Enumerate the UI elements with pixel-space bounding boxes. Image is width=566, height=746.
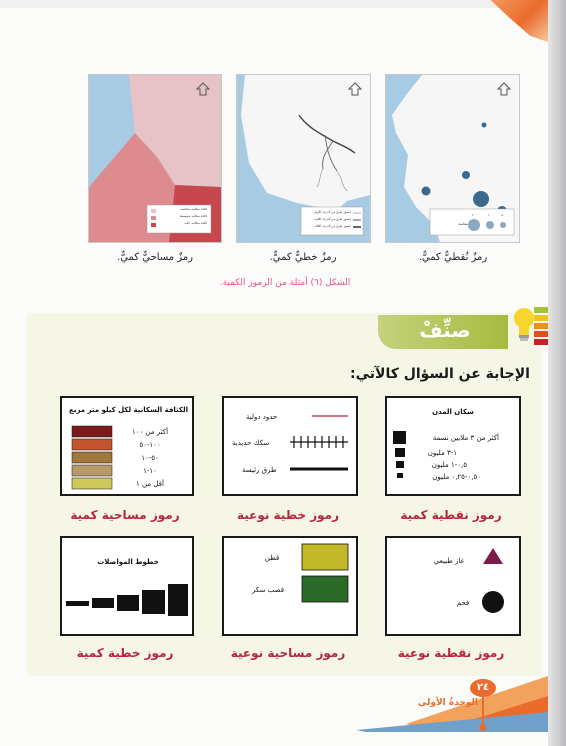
coal-circle-icon <box>482 591 504 613</box>
map-caption: رمزٌ خطيٌّ كميٌّ. <box>269 252 337 263</box>
density-swatch <box>72 478 112 489</box>
city-size-label: ٠,٥٠-٠,٢٥ مليون <box>432 473 481 481</box>
card-cities <box>385 396 521 496</box>
map-legend-item: كثافة سكانية متوسطة <box>179 214 207 218</box>
density-swatch <box>72 452 112 463</box>
lightbulb-icon <box>512 305 536 345</box>
density-label: ١٠٠-٥٠ <box>139 441 161 449</box>
question-title: الإجابة عن السؤال كالآتي: <box>350 366 530 382</box>
density-label: أكثر من ١٠٠ <box>131 428 169 436</box>
page-number: ٢٤ <box>470 679 496 697</box>
footer-pin <box>482 697 484 727</box>
line-type-label: حدود دولية <box>246 413 278 421</box>
card-density-label: رموز مساحية كمية <box>70 508 180 522</box>
activity-badge-label: صنِّفْ <box>419 318 471 342</box>
map-legend-item: ١٠٠ <box>487 213 493 217</box>
card-density <box>60 396 194 496</box>
crop-label: قصب سكر <box>251 586 285 594</box>
map-legend-item: كثافة سكانية عالية <box>184 221 207 225</box>
city-size-label: ٠,٥-١ مليون <box>431 461 467 469</box>
map-point-quantitative <box>385 74 520 243</box>
card-transport-label: رموز خطية كمية <box>76 646 174 660</box>
resource-label: غاز طبيعي <box>433 557 465 565</box>
unit-title: الوحدةُ الأولى <box>417 698 478 708</box>
card-lines <box>222 396 358 496</box>
card-resources-label: رموز نقطية نوعية <box>397 646 505 660</box>
map-area-quantitative <box>88 74 222 243</box>
card-crops-label: رموز مساحية نوعية <box>230 646 346 660</box>
line-type-label: سكك حديدية <box>232 439 270 447</box>
card-lines-label: رموز خطية نوعية <box>236 508 340 522</box>
figure-caption: الشكل (٦) أمثلة من الرموز الكمية. <box>219 278 351 288</box>
card-transport <box>60 536 194 636</box>
map-legend-item: ٢٠٠ <box>471 213 477 217</box>
crop-swatch <box>302 576 348 602</box>
top-bar <box>0 0 548 8</box>
crop-swatch <box>302 544 348 570</box>
card-cities-label: رموز نقطية كمية <box>400 508 502 522</box>
line-type-label: طرق رئيسة <box>242 466 277 474</box>
resource-label: فحم <box>456 599 470 607</box>
map-caption: رمزٌ مساحيٌّ كميٌّ. <box>117 252 193 263</box>
city-size-label: أكثر من ٣ ملايين نسمة <box>432 434 499 442</box>
card-title: خطوط المواصلات <box>97 558 159 566</box>
card-resources <box>385 536 521 636</box>
density-label: ١٠-١ <box>143 467 157 475</box>
map-line-quantitative <box>236 74 371 243</box>
density-swatch <box>72 426 112 437</box>
footer-pin-dot <box>479 724 486 731</box>
map-legend-item: ٥٠ <box>501 213 505 217</box>
card-title: سكان المدن <box>432 408 474 416</box>
card-crops <box>222 536 358 636</box>
map-legend-item: جسور طرق من الدرجة الأولى <box>313 210 351 214</box>
map-legend-item: جسور طرق من الدرجة الثانية <box>314 217 351 221</box>
map-legend-item: جسور طرق من الدرجة الثالثة <box>314 224 351 228</box>
density-label: ٥٠-١٠ <box>141 454 159 462</box>
card-title: الكثافة السكانية لكل كيلو متر مربع <box>69 406 188 414</box>
map-legend-item: كثافة سكانية منخفضة <box>180 207 207 211</box>
page-edge <box>548 0 566 746</box>
density-swatch <box>72 439 112 450</box>
map-caption: رمزٌ نُقطيٌّ كميٌّ. <box>418 252 488 263</box>
city-size-label: ١-٣ مليون <box>427 449 457 457</box>
map-legend-item: مقاسة <box>458 222 468 226</box>
crop-label: قطن <box>264 554 280 562</box>
density-swatch <box>72 465 112 476</box>
density-label: أقل من ١ <box>136 480 164 488</box>
gas-triangle-icon <box>483 548 503 564</box>
color-bars-icon <box>534 305 548 345</box>
